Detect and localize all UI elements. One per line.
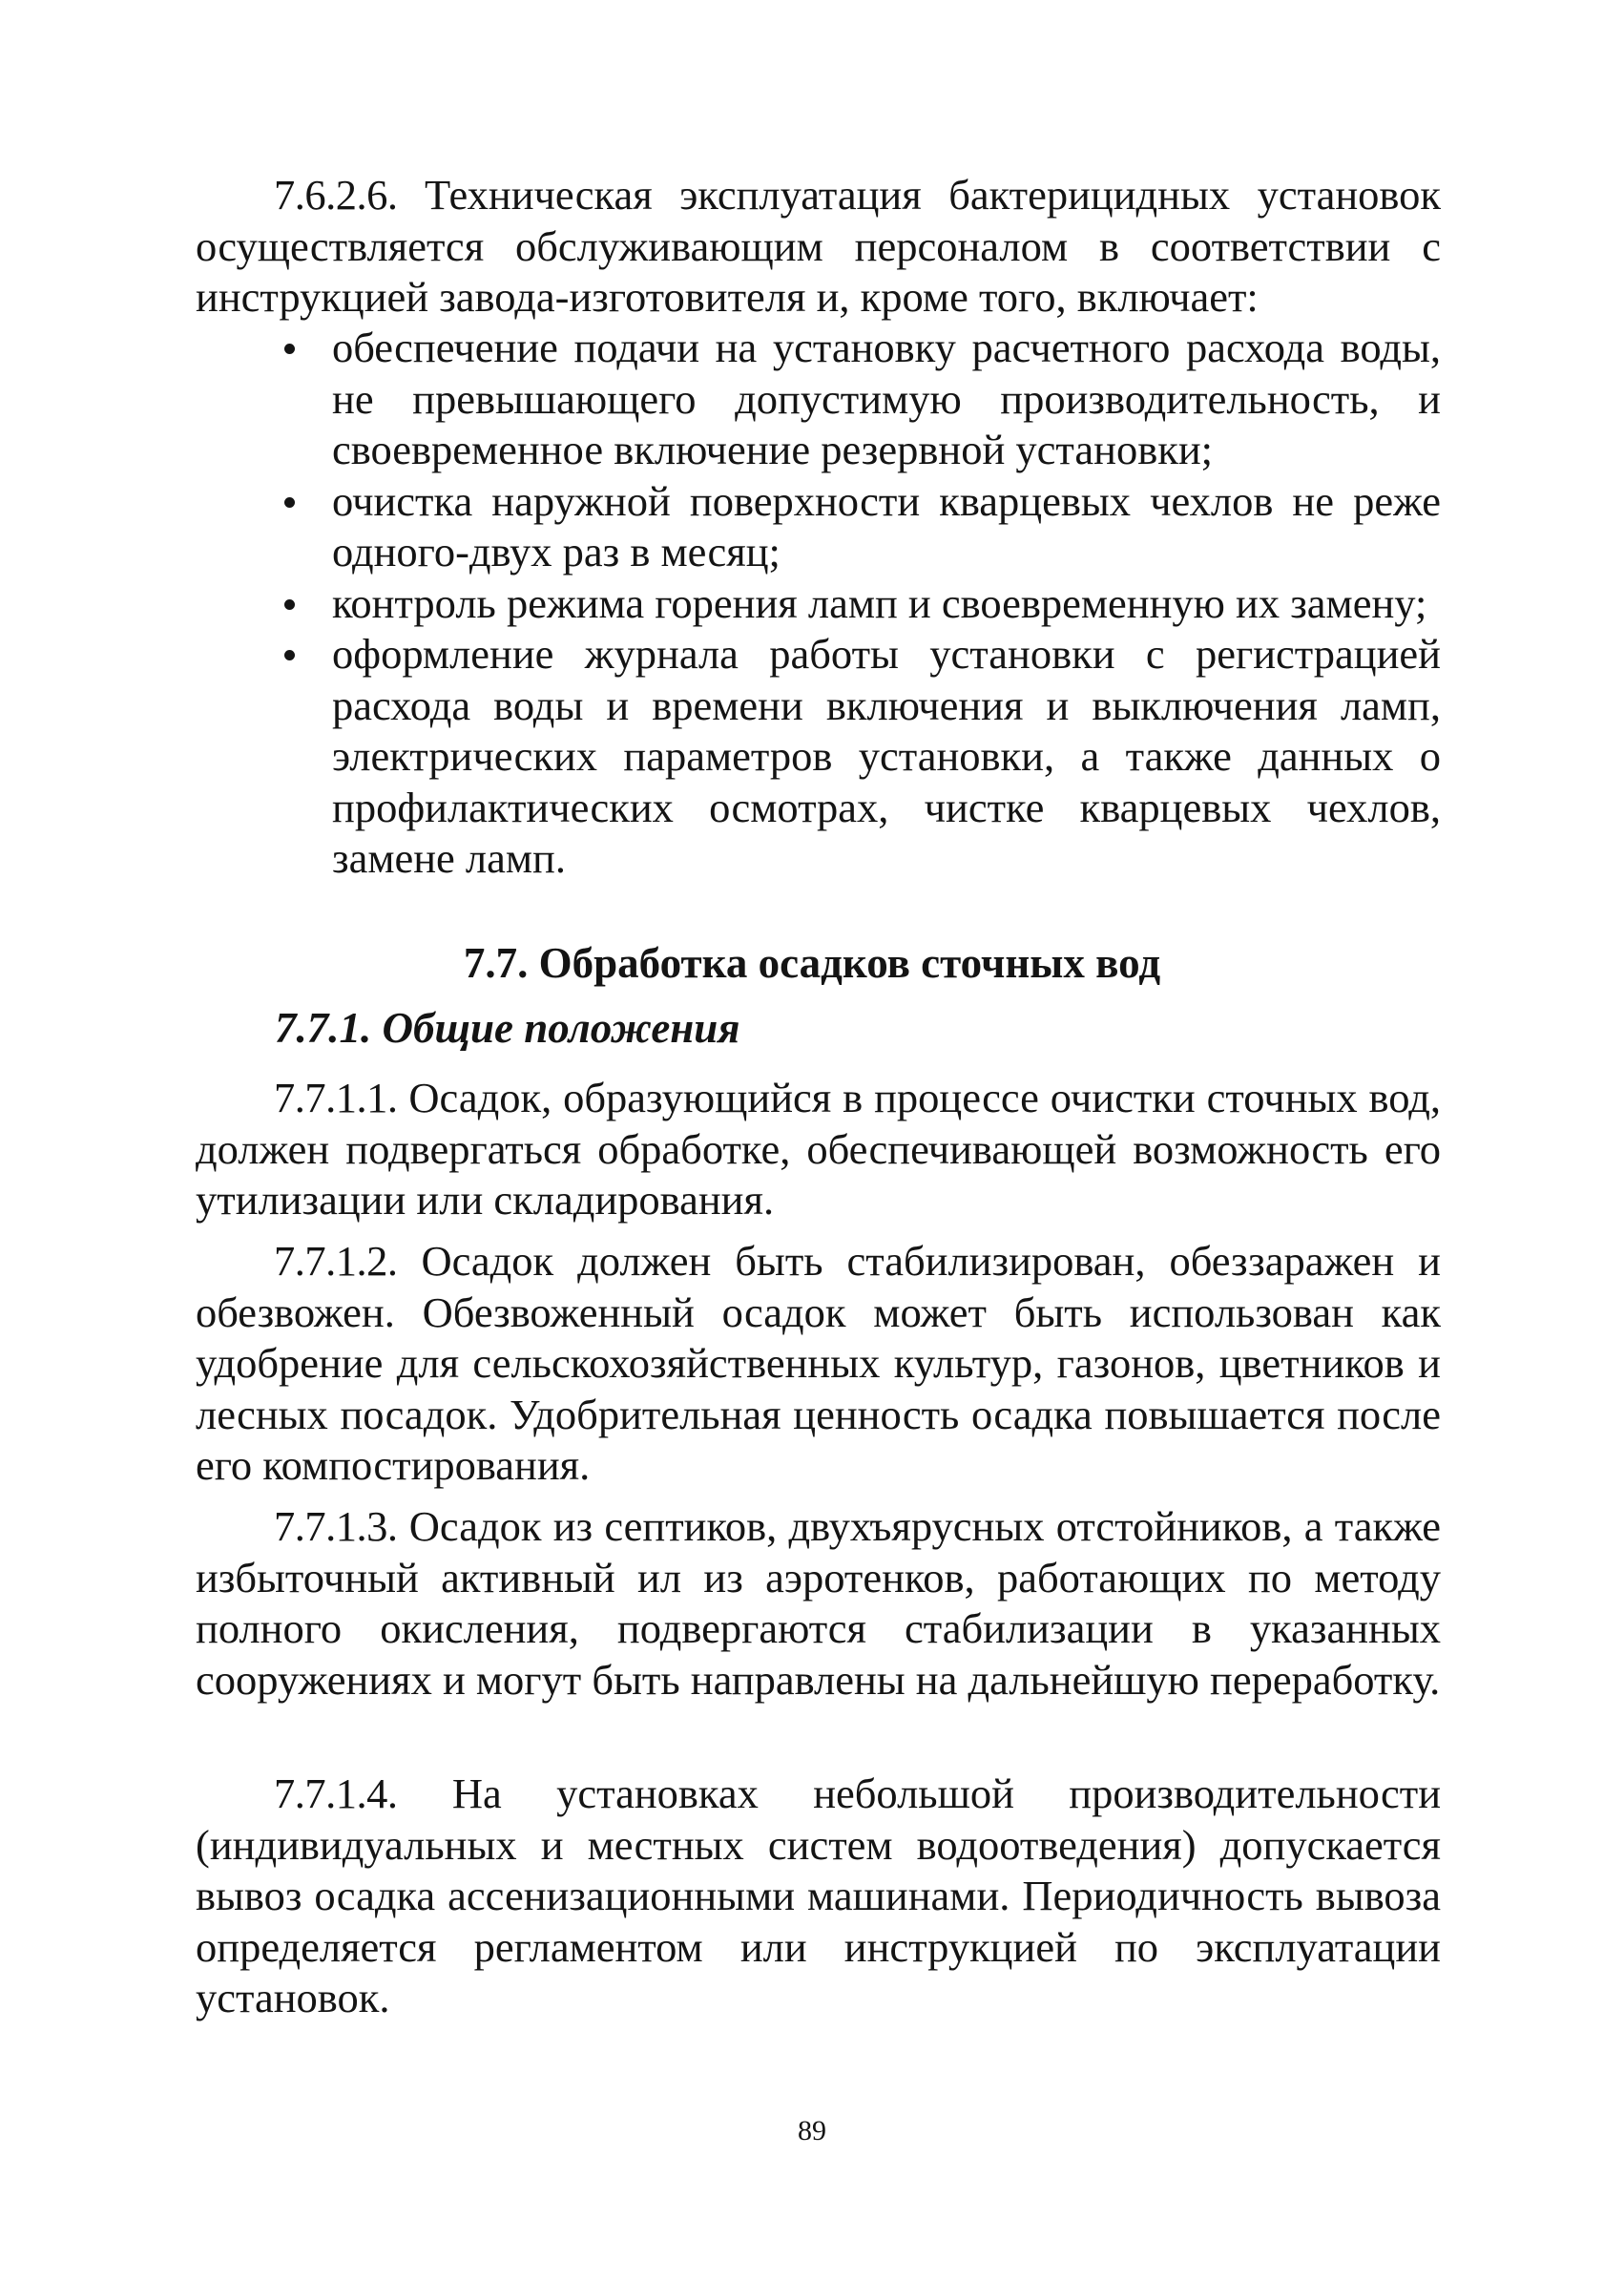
subsection-title: 7.7.1. Общие положения: [275, 1004, 740, 1052]
list-item-text: очистка наружной поверхности кварцевых чехлов не реже одного-двух раз в месяц;: [332, 476, 1441, 576]
section-title: 7.7. Обработка осадков сточных вод: [463, 939, 1161, 987]
requirements-list: [196, 323, 1441, 885]
list-item: [196, 323, 1441, 476]
bullet-icon: [284, 497, 295, 508]
paragraph-number: 7.7.1.1.: [274, 1074, 398, 1121]
list-item: [196, 629, 1441, 885]
paragraph-text: Осадок, образующийся в процессе очистки сточных вод, должен подвергаться обработке, обеспечивающей возможность его утилизации или складирования.: [196, 1074, 1441, 1224]
list-item-text: контроль режима горения ламп и своевременную их замену;: [332, 578, 1427, 627]
paragraph-7-7-1-4: [196, 1769, 1441, 2024]
paragraph-text: На установках небольшой производительности (индивидуальных и местных систем водоотведения) допускается вывоз осадка ассенизационными машинами. Периодичность вывоза определяется регламентом или инструкцией по эксплуатации установок.: [196, 1769, 1442, 2021]
bullet-icon: [284, 599, 295, 610]
paragraph-7-6-2-6: [196, 170, 1441, 324]
bullet-icon: [284, 650, 295, 660]
paragraph-7-7-1-2: [196, 1236, 1441, 1492]
list-item-text: обеспечение подачи на установку расчетного расхода воды, не превышающего допустимую производительность, и своевременное включение резервной установки;: [332, 324, 1441, 473]
paragraph-number: 7.7.1.3.: [274, 1502, 398, 1550]
paragraph-7-7-1-3: [196, 1501, 1441, 1706]
bullet-icon: [284, 344, 295, 354]
paragraph-number: 7.7.1.4.: [274, 1769, 398, 1817]
paragraph-text: Техническая эксплуатация бактерицидных установок осуществляется обслуживающим персоналом в соответствии с инструкцией завода-изготовителя и, кроме того, включает:: [196, 171, 1442, 321]
paragraph-text: Осадок должен быть стабилизирован, обеззаражен и обезвожен. Обезвоженный осадок может быть использован как удобрение для сельскохозяйственных культур, газонов, цветников и лесных посадок. Удобрительная ценность осадка повышается после его компостирования.: [196, 1237, 1441, 1489]
paragraph-number: 7.7.1.2.: [274, 1237, 398, 1285]
list-item-text: оформление журнала работы установки с регистрацией расхода воды и времени включения и выключения ламп, электрических параметров установки, а также данных о профилактических осмотрах, чистке кварцевых чехлов, замене ламп.: [332, 630, 1441, 882]
list-item: [196, 578, 1441, 630]
paragraph-number: 7.6.2.6.: [274, 171, 398, 219]
paragraph-7-7-1-1: [196, 1073, 1441, 1226]
list-item: [196, 476, 1441, 578]
page-number: 89: [798, 2115, 826, 2146]
paragraph-text: Осадок из септиков, двухъярусных отстойников, а также избыточный активный ил из аэротенков, работающих по методу полного окисления, подвергаются стабилизации в указанных сооружениях и могут быть направлены на дальнейшую переработку.: [196, 1502, 1442, 1704]
